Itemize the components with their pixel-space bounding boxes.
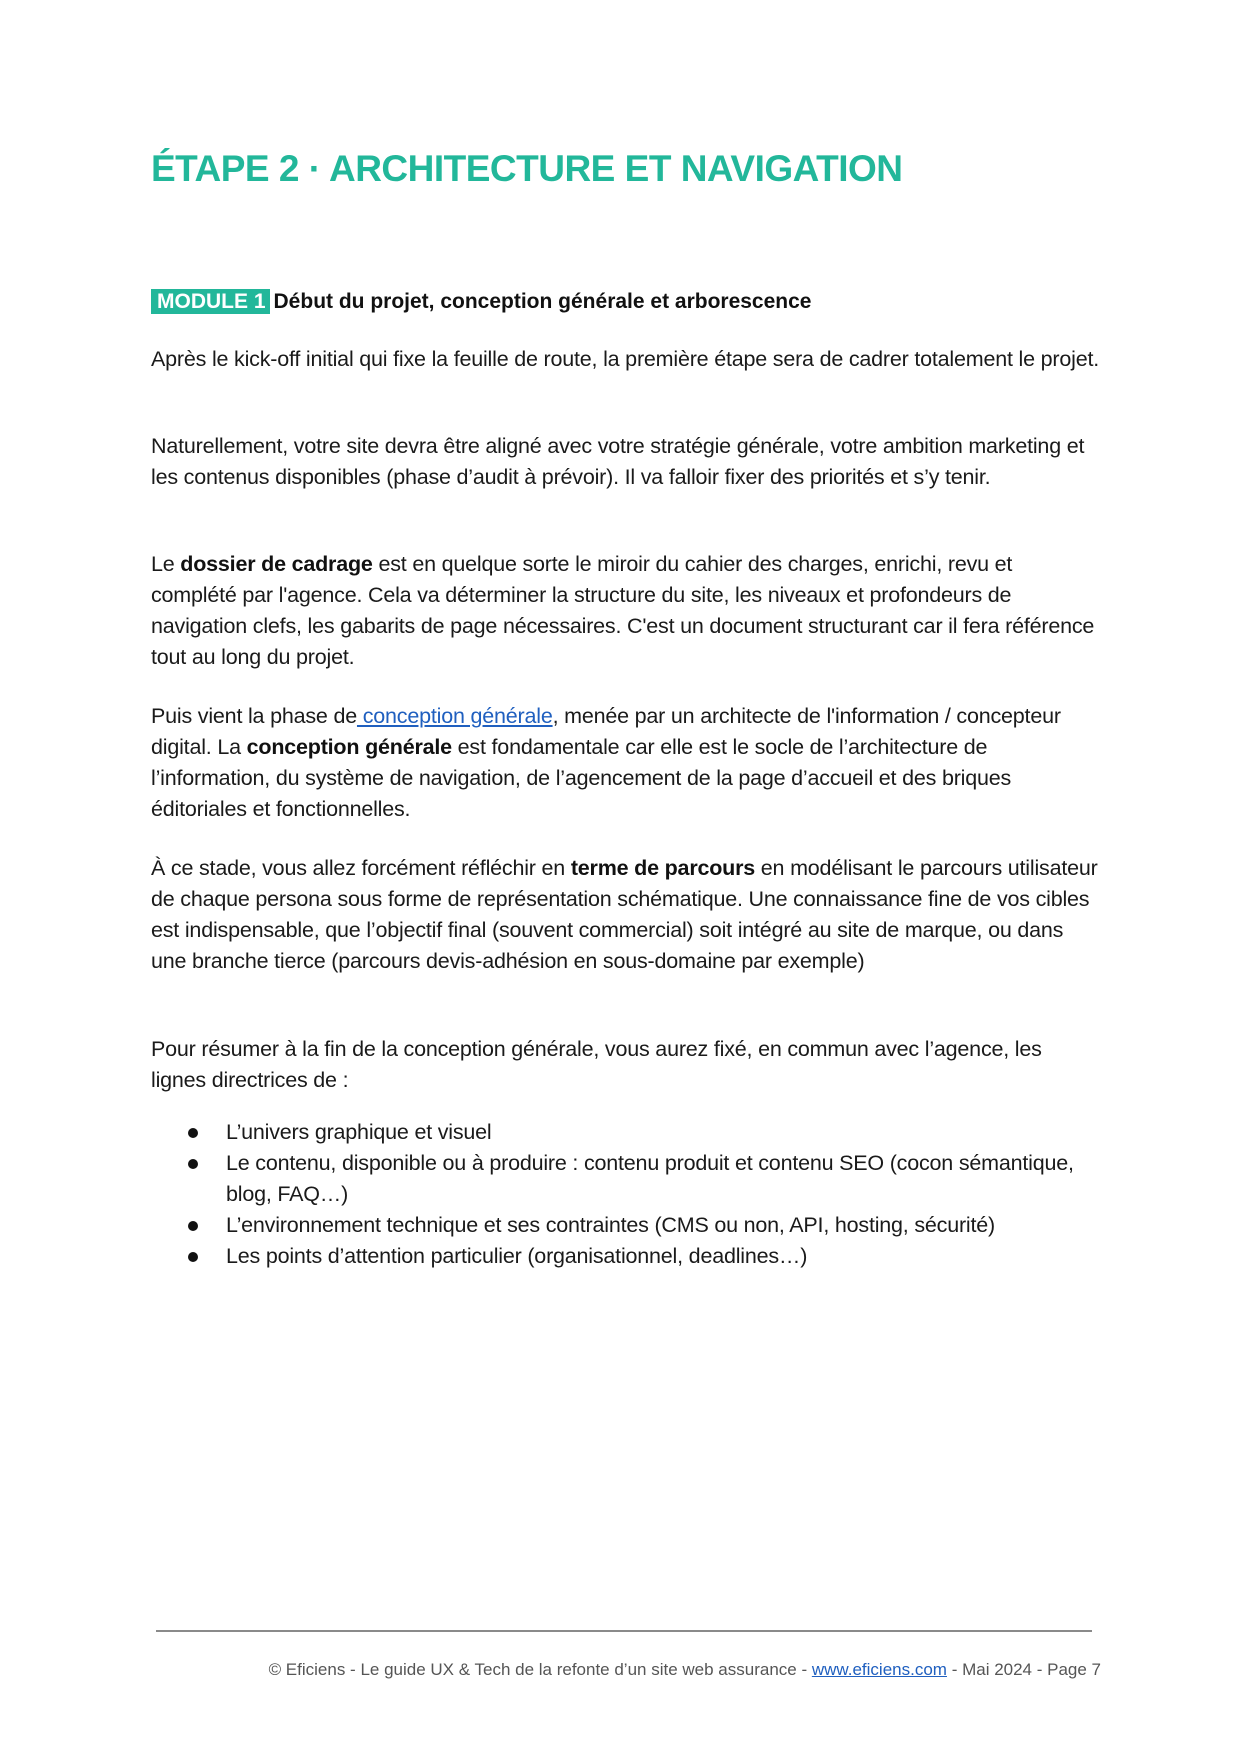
- list-item-text: L’environnement technique et ses contraintes (CMS ou non, API, hosting, sécurité): [226, 1213, 995, 1237]
- paragraph-dossier-cadrage: [151, 549, 1101, 673]
- text-segment: Puis vient la phase de: [151, 704, 357, 728]
- bold-term-parcours: terme de parcours: [570, 856, 756, 880]
- footer-copyright: © Eficiens - Le guide UX & Tech de la refonte d’un site web assurance -: [268, 1660, 812, 1679]
- list-item: [151, 1210, 1101, 1241]
- list-item: [151, 1148, 1101, 1210]
- text-segment: , menée par un architecte de l'information / concepteur digital. La: [151, 704, 1061, 759]
- list-item: [151, 1241, 1101, 1272]
- list-item-text: L’univers graphique et visuel: [226, 1120, 492, 1144]
- footer-divider: [156, 1630, 1092, 1632]
- footer-date-page: - Mai 2024 - Page 7: [946, 1660, 1101, 1679]
- text-segment: en modélisant le parcours utilisateur de chaque persona sous forme de représentation schématique. Une connaissance fine de vos cibles est indispensable, que l’objectif final (souvent commercial) soit intégré au site de marque, ou dans une branche tierce (parcours devis-adhésion en sous-domaine par exemple): [151, 856, 1098, 973]
- bold-term-dossier-cadrage: dossier de cadrage: [180, 552, 373, 576]
- guidelines-list: [151, 1117, 1101, 1272]
- paragraph-parcours: [151, 853, 1101, 977]
- footer-website-link[interactable]: www.eficiens.com: [811, 1660, 947, 1679]
- list-item-text: Le contenu, disponible ou à produire : contenu produit et contenu SEO (cocon sémantique, blog, FAQ…): [226, 1151, 1074, 1206]
- page-title: ÉTAPE 2 · ARCHITECTURE ET NAVIGATION: [151, 148, 903, 189]
- page-footer: [269, 1660, 1101, 1680]
- bullet-icon: [188, 1159, 198, 1169]
- bullet-icon: [188, 1128, 198, 1138]
- bullet-icon: [188, 1221, 198, 1231]
- list-item: [151, 1117, 1101, 1148]
- paragraph-alignment: Naturellement, votre site devra être aligné avec votre stratégie générale, votre ambition marketing et les contenus disponibles (phase d’audit à prévoir). Il va falloir fixer des priorités et s’y tenir.: [151, 434, 1085, 489]
- text-segment: est fondamentale car elle est le socle de l’architecture de l’information, du système de navigation, de l’agencement de la page d’accueil et des briques éditoriales et fonctionnelles.: [151, 735, 1012, 821]
- conception-generale-link[interactable]: conception générale: [356, 704, 553, 728]
- bold-term-conception-generale: conception générale: [246, 735, 452, 759]
- paragraph-conception-generale: [151, 701, 1101, 825]
- list-item-text: Les points d’attention particulier (organisationnel, deadlines…): [226, 1244, 808, 1268]
- paragraph-summary: Pour résumer à la fin de la conception générale, vous aurez fixé, en commun avec l’agence, les lignes directrices de :: [151, 1037, 1042, 1092]
- text-segment: Le: [151, 552, 181, 576]
- paragraph-kickoff: Après le kick-off initial qui fixe la feuille de route, la première étape sera de cadrer totalement le projet.: [151, 347, 1099, 371]
- module-heading: [151, 290, 811, 314]
- module-heading-text: Début du projet, conception générale et arborescence: [273, 290, 812, 313]
- module-badge: MODULE 1: [151, 289, 270, 314]
- bullet-icon: [188, 1252, 198, 1262]
- text-segment: À ce stade, vous allez forcément réfléchir en: [151, 856, 571, 880]
- text-segment: est en quelque sorte le miroir du cahier des charges, enrichi, revu et complété par l'agence. Cela va déterminer la structure du site, les niveaux et profondeurs de navigation clefs, les gabarits de page nécessaires. C'est un document structurant car il fera référence tout au long du projet.: [151, 552, 1095, 669]
